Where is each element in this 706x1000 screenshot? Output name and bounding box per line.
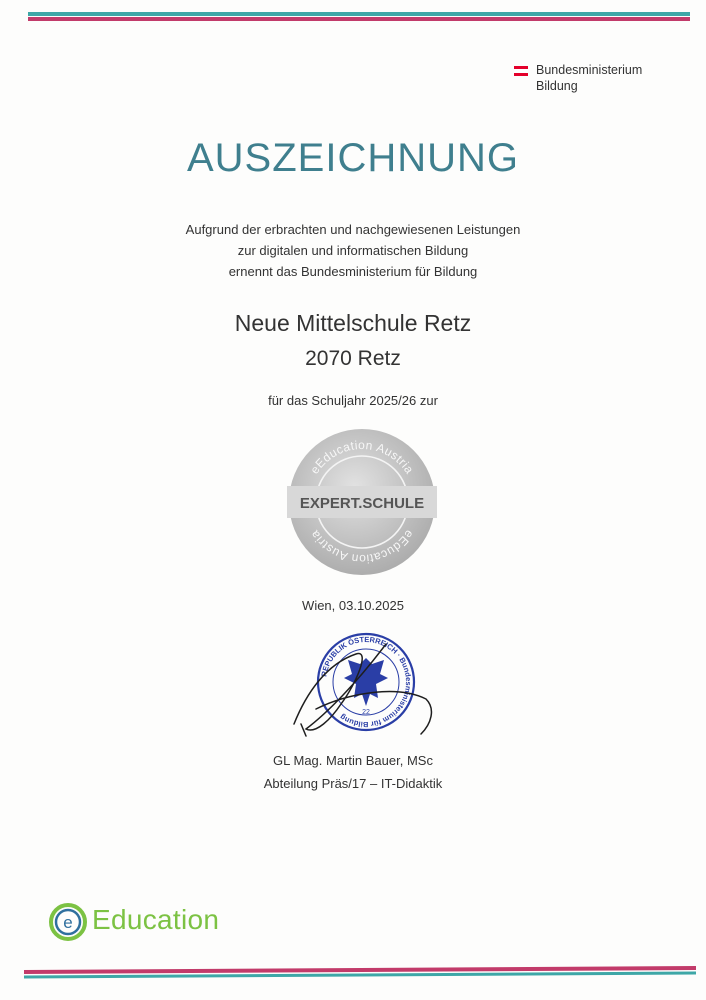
eeducation-logo	[48, 900, 248, 944]
logo-letter: e	[63, 913, 73, 932]
seal-center-label: EXPERT.SCHULE	[299, 495, 425, 512]
top-decorative-stripe	[0, 8, 706, 28]
stamp-number: 22	[362, 709, 370, 716]
date-line: Wien, 03.10.2025	[302, 598, 404, 613]
signature-and-stamp	[286, 624, 446, 749]
school-name: Neue Mittelschule Retz	[234, 310, 472, 336]
stamp-ring-text: REPUBLIK ÖSTERREICH · Bundesministerium für Bildung	[319, 634, 414, 730]
signer-department: Abteilung Präs/17 – IT-Didaktik	[263, 776, 443, 791]
certificate-intro	[0, 219, 706, 282]
seal-ring-text-top: eEducation Austria	[307, 437, 417, 477]
eeducation-logo-icon	[48, 900, 90, 944]
logo-wordmark: Education	[92, 904, 220, 935]
school-year-line: für das Schuljahr 2025/26 zur	[268, 393, 438, 408]
flag-red-stripe-bottom	[514, 73, 528, 76]
stripe-pink-line-bottom	[24, 968, 696, 972]
austrian-flag-icon	[514, 66, 528, 76]
seal-ring-text-bottom: eEducation Austria	[307, 527, 417, 567]
ministry-name	[536, 62, 642, 94]
intro-line-1: Aufgrund der erbrachten und nachgewiesenen Leistungen	[185, 222, 521, 237]
school-place: 2070 Retz	[305, 347, 401, 370]
ministry-name-line1: Bundesministerium	[536, 63, 643, 77]
austrian-eagle-icon	[344, 658, 388, 706]
expert-schule-seal	[287, 427, 437, 577]
intro-line-2: zur digitalen und informatischen Bildung	[237, 243, 469, 258]
bottom-decorative-stripe	[0, 962, 706, 982]
stripe-teal-line-bottom	[24, 973, 696, 977]
signer-name: GL Mag. Martin Bauer, MSc	[273, 753, 433, 768]
certificate-title: AUSZEICHNUNG	[186, 136, 520, 180]
intro-line-3: ernennt das Bundesministerium für Bildung	[228, 264, 478, 279]
ministry-name-line2: Bildung	[536, 79, 578, 93]
